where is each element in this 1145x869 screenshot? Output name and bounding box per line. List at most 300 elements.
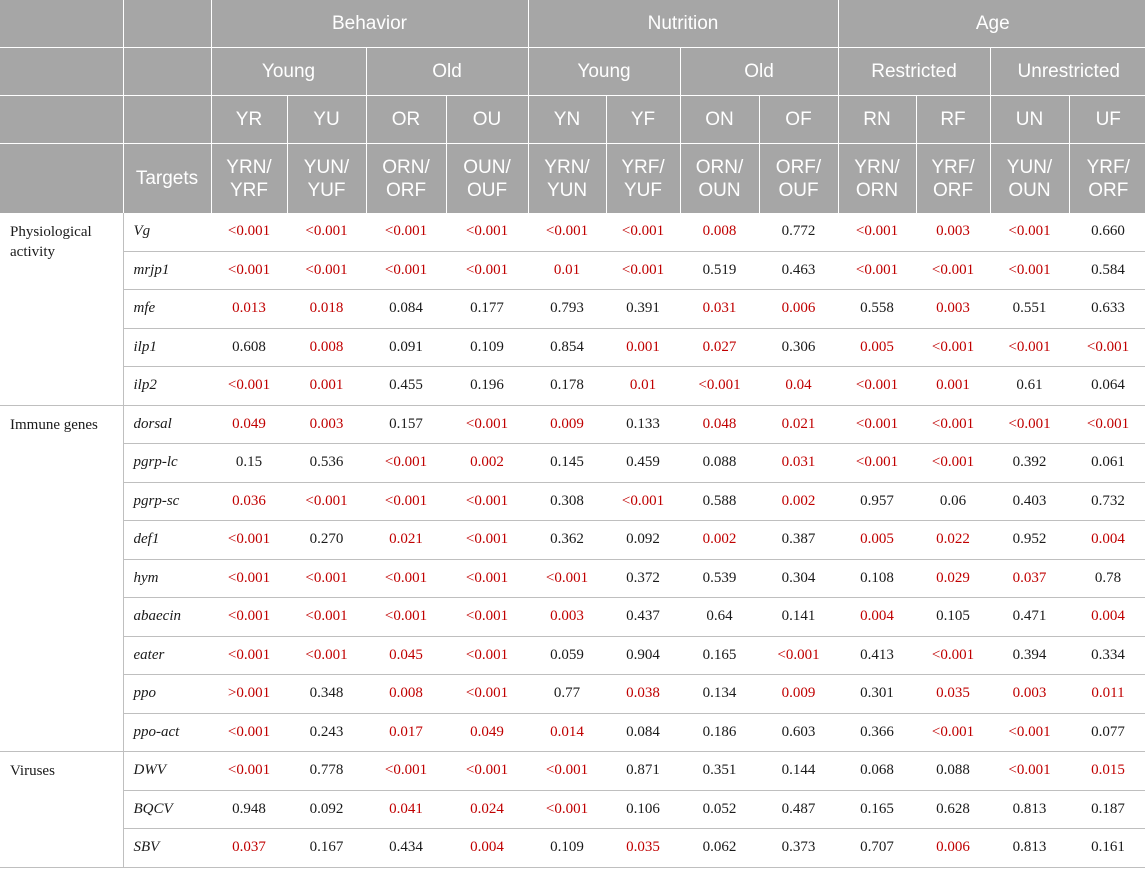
p-value-cell: <0.001 [211, 713, 287, 752]
p-value-cell: 0.243 [287, 713, 366, 752]
comparison-line-1: YUN/ [1006, 156, 1053, 178]
p-value-cell: <0.001 [366, 559, 446, 598]
p-value-cell: 0.001 [606, 328, 680, 367]
p-value-cell: <0.001 [990, 752, 1069, 791]
p-value-cell: <0.001 [1069, 328, 1145, 367]
comparison-line-2: YRF [230, 179, 268, 201]
p-value-cell: 0.732 [1069, 482, 1145, 521]
comparison-header [1069, 144, 1145, 214]
comparison-line-1: YRN/ [544, 156, 590, 178]
header-blank [0, 144, 123, 214]
p-value-cell: 0.091 [366, 328, 446, 367]
target-cell: DWV [123, 752, 211, 791]
p-value-cell: 0.064 [1069, 367, 1145, 406]
comparison-line-1: ORF/ [775, 156, 822, 178]
p-value-cell: 0.037 [990, 559, 1069, 598]
comparison-line-2: ORN [855, 179, 899, 201]
p-value-cell: 0.029 [916, 559, 990, 598]
p-value-cell: <0.001 [287, 251, 366, 290]
comparison-line-2: YUN [546, 179, 588, 201]
p-value-cell: 0.134 [680, 675, 759, 714]
comparison-line-2: ORF [385, 179, 427, 201]
table-row [0, 829, 1145, 868]
p-value-cell: 0.413 [838, 636, 916, 675]
comparison-header [680, 144, 759, 214]
p-value-cell: <0.001 [446, 521, 528, 560]
comparison-header [211, 144, 287, 214]
subgroup-header: Restricted [838, 48, 990, 96]
p-value-cell: 0.304 [759, 559, 838, 598]
table-row [0, 521, 1145, 560]
p-value-cell: <0.001 [446, 675, 528, 714]
p-value-cell: 0.003 [916, 290, 990, 329]
p-value-cell: 0.362 [528, 521, 606, 560]
comparison-line-2: OUN [1008, 179, 1051, 201]
comparison-line-2: OUF [466, 179, 508, 201]
table-row [0, 290, 1145, 329]
p-value-cell: 0.001 [287, 367, 366, 406]
header-blank [0, 96, 123, 144]
p-value-cell: <0.001 [759, 636, 838, 675]
p-value-cell: <0.001 [916, 636, 990, 675]
p-value-cell: 0.018 [287, 290, 366, 329]
p-value-cell: <0.001 [211, 251, 287, 290]
p-value-cell: 0.108 [838, 559, 916, 598]
target-cell: pgrp-sc [123, 482, 211, 521]
p-value-cell: 0.61 [990, 367, 1069, 406]
p-value-cell: 0.270 [287, 521, 366, 560]
p-value-cell: 0.707 [838, 829, 916, 868]
p-value-cell: 0.628 [916, 790, 990, 829]
p-value-cell: 0.551 [990, 290, 1069, 329]
p-value-cell: 0.009 [759, 675, 838, 714]
p-value-cell: <0.001 [366, 598, 446, 637]
p-value-cell: 0.106 [606, 790, 680, 829]
p-value-cell: <0.001 [606, 251, 680, 290]
p-value-cell: 0.001 [916, 367, 990, 406]
p-value-cell: 0.167 [287, 829, 366, 868]
group-header: Age [838, 0, 1145, 48]
p-value-cell: 0.387 [759, 521, 838, 560]
targets-header: Targets [123, 144, 211, 214]
p-value-cell: 0.088 [916, 752, 990, 791]
code-header: OF [759, 96, 838, 144]
p-value-cell: 0.813 [990, 829, 1069, 868]
p-value-cell: 0.144 [759, 752, 838, 791]
p-value-cell: 0.004 [1069, 598, 1145, 637]
subgroup-header: Young [528, 48, 680, 96]
p-value-cell: 0.145 [528, 444, 606, 483]
target-cell: eater [123, 636, 211, 675]
code-header: UN [990, 96, 1069, 144]
target-cell: mfe [123, 290, 211, 329]
comparison-line-1: YRN/ [854, 156, 900, 178]
table-row [0, 405, 1145, 444]
p-value-cell: 0.178 [528, 367, 606, 406]
category-cell: Viruses [0, 752, 123, 868]
p-value-cell: 0.301 [838, 675, 916, 714]
p-value-cell: 0.434 [366, 829, 446, 868]
p-value-cell: 0.006 [759, 290, 838, 329]
p-value-cell: <0.001 [990, 713, 1069, 752]
table-row [0, 752, 1145, 791]
p-value-cell: 0.165 [680, 636, 759, 675]
p-value-cell: <0.001 [838, 405, 916, 444]
p-value-cell: 0.558 [838, 290, 916, 329]
p-value-cell: 0.052 [680, 790, 759, 829]
table-row [0, 213, 1145, 251]
comparison-header [759, 144, 838, 214]
target-cell: pgrp-lc [123, 444, 211, 483]
p-value-cell: <0.001 [916, 328, 990, 367]
comparison-header [916, 144, 990, 214]
target-cell: ppo [123, 675, 211, 714]
p-value-cell: 0.002 [759, 482, 838, 521]
p-value-cell: <0.001 [211, 598, 287, 637]
p-value-cell: 0.084 [366, 290, 446, 329]
p-value-cell: 0.036 [211, 482, 287, 521]
p-value-cell: 0.01 [528, 251, 606, 290]
table-row [0, 598, 1145, 637]
p-value-cell: <0.001 [528, 752, 606, 791]
p-value-cell: 0.133 [606, 405, 680, 444]
target-cell: BQCV [123, 790, 211, 829]
subgroup-header: Young [211, 48, 366, 96]
p-value-cell: 0.392 [990, 444, 1069, 483]
category-cell: Physiological activity [0, 213, 123, 405]
comparison-line-2: OUN [698, 179, 741, 201]
p-value-cell: <0.001 [838, 367, 916, 406]
table-row [0, 713, 1145, 752]
p-value-cell: 0.048 [680, 405, 759, 444]
comparison-header [990, 144, 1069, 214]
p-value-cell: 0.003 [990, 675, 1069, 714]
p-value-cell: <0.001 [990, 328, 1069, 367]
p-value-cell: 0.092 [287, 790, 366, 829]
p-value-cell: <0.001 [211, 367, 287, 406]
p-value-cell: 0.017 [366, 713, 446, 752]
code-header: YR [211, 96, 287, 144]
target-cell: ilp2 [123, 367, 211, 406]
p-value-cell: <0.001 [211, 559, 287, 598]
p-value-cell: 0.109 [446, 328, 528, 367]
p-value-cell: <0.001 [446, 559, 528, 598]
table-row [0, 482, 1145, 521]
code-header: YF [606, 96, 680, 144]
p-value-cell: 0.061 [1069, 444, 1145, 483]
p-value-cell: 0.459 [606, 444, 680, 483]
table-body [0, 213, 1145, 867]
p-value-cell: 0.373 [759, 829, 838, 868]
p-value-cell: <0.001 [446, 213, 528, 251]
target-cell: def1 [123, 521, 211, 560]
p-value-cell: 0.006 [916, 829, 990, 868]
comparison-line-2: OUF [778, 179, 819, 201]
p-value-cell: 0.045 [366, 636, 446, 675]
table-header [0, 0, 1145, 213]
p-value-cell: 0.487 [759, 790, 838, 829]
p-value-cell: <0.001 [990, 251, 1069, 290]
comparison-line-1: YUN/ [303, 156, 350, 178]
header-blank [123, 0, 211, 48]
p-value-cell: 0.187 [1069, 790, 1145, 829]
target-cell: mrjp1 [123, 251, 211, 290]
p-value-cell: 0.519 [680, 251, 759, 290]
p-value-cell: 0.01 [606, 367, 680, 406]
p-value-cell: 0.948 [211, 790, 287, 829]
p-value-cell: 0.78 [1069, 559, 1145, 598]
p-value-cell: 0.035 [916, 675, 990, 714]
p-value-cell: 0.539 [680, 559, 759, 598]
p-value-cell: 0.157 [366, 405, 446, 444]
p-value-cell: 0.021 [366, 521, 446, 560]
p-value-cell: <0.001 [287, 482, 366, 521]
p-value-cell: 0.009 [528, 405, 606, 444]
p-value-cell: 0.037 [211, 829, 287, 868]
p-value-cell: <0.001 [287, 559, 366, 598]
p-value-cell: 0.952 [990, 521, 1069, 560]
p-value-cell: <0.001 [606, 482, 680, 521]
table-row [0, 790, 1145, 829]
p-value-cell: 0.105 [916, 598, 990, 637]
p-value-cell: 0.004 [446, 829, 528, 868]
table-row [0, 636, 1145, 675]
table-row [0, 367, 1145, 406]
p-value-cell: 0.778 [287, 752, 366, 791]
p-value-cell: <0.001 [287, 213, 366, 251]
p-value-cell: 0.003 [916, 213, 990, 251]
p-value-cell: 0.391 [606, 290, 680, 329]
p-value-cell: <0.001 [446, 405, 528, 444]
comparison-header [838, 144, 916, 214]
p-value-cell: 0.004 [1069, 521, 1145, 560]
p-value-cell: 0.013 [211, 290, 287, 329]
p-value-cell: 0.196 [446, 367, 528, 406]
target-cell: hym [123, 559, 211, 598]
p-value-cell: <0.001 [606, 213, 680, 251]
target-cell: abaecin [123, 598, 211, 637]
p-value-cell: 0.031 [759, 444, 838, 483]
p-value-cell: <0.001 [446, 636, 528, 675]
p-value-cell: 0.049 [446, 713, 528, 752]
p-value-cell: 0.031 [680, 290, 759, 329]
comparison-line-2: ORF [932, 179, 974, 201]
p-value-cell: 0.008 [287, 328, 366, 367]
target-cell: ppo-act [123, 713, 211, 752]
p-value-cell: <0.001 [366, 482, 446, 521]
p-value-cell: 0.109 [528, 829, 606, 868]
target-cell: dorsal [123, 405, 211, 444]
code-header: YU [287, 96, 366, 144]
header-blank [123, 48, 211, 96]
comparison-line-1: YRN/ [226, 156, 272, 178]
p-value-cell: <0.001 [838, 251, 916, 290]
p-value-cell: 0.306 [759, 328, 838, 367]
code-header: YN [528, 96, 606, 144]
p-value-cell: 0.348 [287, 675, 366, 714]
p-value-cell: 0.141 [759, 598, 838, 637]
subgroup-header: Old [366, 48, 528, 96]
p-value-cell: <0.001 [990, 213, 1069, 251]
p-value-cell: 0.588 [680, 482, 759, 521]
p-value-cell: 0.015 [1069, 752, 1145, 791]
p-value-cell: 0.161 [1069, 829, 1145, 868]
code-header: RF [916, 96, 990, 144]
p-value-cell: 0.059 [528, 636, 606, 675]
comparison-header [287, 144, 366, 214]
table-row [0, 251, 1145, 290]
p-value-cell: 0.003 [528, 598, 606, 637]
p-value-cell: 0.403 [990, 482, 1069, 521]
group-header: Behavior [211, 0, 528, 48]
p-value-cell: 0.024 [446, 790, 528, 829]
comparison-line-1: ORN/ [382, 156, 430, 178]
p-value-cell: 0.092 [606, 521, 680, 560]
p-value-cell: <0.001 [366, 444, 446, 483]
p-value-cell: <0.001 [366, 752, 446, 791]
p-value-cell: 0.660 [1069, 213, 1145, 251]
comparison-line-1: ORN/ [695, 156, 744, 178]
p-value-cell: <0.001 [916, 444, 990, 483]
header-blank [0, 0, 123, 48]
p-value-cell: <0.001 [211, 213, 287, 251]
p-value-cell: 0.186 [680, 713, 759, 752]
p-value-cell: <0.001 [366, 251, 446, 290]
comparison-line-1: OUN/ [463, 156, 511, 178]
p-value-cell: <0.001 [211, 636, 287, 675]
comparison-header [528, 144, 606, 214]
p-value-cell: <0.001 [446, 251, 528, 290]
p-value-cell: 0.536 [287, 444, 366, 483]
p-value-cell: 0.455 [366, 367, 446, 406]
subgroup-header: Old [680, 48, 838, 96]
p-value-cell: 0.004 [838, 598, 916, 637]
p-value-cell: <0.001 [287, 598, 366, 637]
p-value-cell: 0.165 [838, 790, 916, 829]
p-value-cell: 0.394 [990, 636, 1069, 675]
p-value-cell: <0.001 [1069, 405, 1145, 444]
p-value-cell: 0.084 [606, 713, 680, 752]
p-value-cell: 0.011 [1069, 675, 1145, 714]
p-value-cell: 0.772 [759, 213, 838, 251]
p-value-cell: 0.64 [680, 598, 759, 637]
p-value-cell: 0.049 [211, 405, 287, 444]
p-value-cell: <0.001 [446, 752, 528, 791]
p-value-cell: <0.001 [211, 752, 287, 791]
p-value-cell: 0.177 [446, 290, 528, 329]
p-value-cell: 0.463 [759, 251, 838, 290]
p-value-cell: 0.871 [606, 752, 680, 791]
p-value-cell: <0.001 [528, 559, 606, 598]
p-value-cell: 0.041 [366, 790, 446, 829]
p-value-cell: <0.001 [211, 521, 287, 560]
p-value-cell: 0.904 [606, 636, 680, 675]
p-value-cell: 0.005 [838, 521, 916, 560]
comparison-line-2: YUF [624, 179, 662, 201]
comparison-header [446, 144, 528, 214]
p-value-cell: 0.334 [1069, 636, 1145, 675]
p-value-cell: <0.001 [446, 598, 528, 637]
table-row [0, 328, 1145, 367]
p-value-cell: 0.366 [838, 713, 916, 752]
comparison-line-1: YRF/ [931, 156, 975, 178]
p-value-cell: 0.014 [528, 713, 606, 752]
p-value-cell: 0.04 [759, 367, 838, 406]
p-value-cell: <0.001 [446, 482, 528, 521]
header-blank [123, 96, 211, 144]
p-value-cell: 0.005 [838, 328, 916, 367]
p-value-cell: <0.001 [528, 213, 606, 251]
p-value-cell: <0.001 [990, 405, 1069, 444]
p-value-cell: 0.471 [990, 598, 1069, 637]
p-value-cell: 0.002 [446, 444, 528, 483]
target-cell: SBV [123, 829, 211, 868]
p-value-cell: 0.437 [606, 598, 680, 637]
p-value-cell: 0.035 [606, 829, 680, 868]
target-cell: Vg [123, 213, 211, 251]
p-value-cell: 0.854 [528, 328, 606, 367]
subgroup-header: Unrestricted [990, 48, 1145, 96]
p-value-cell: 0.608 [211, 328, 287, 367]
p-value-cell: <0.001 [680, 367, 759, 406]
comparison-header [366, 144, 446, 214]
comparison-line-1: YRF/ [621, 156, 665, 178]
p-value-cell: 0.957 [838, 482, 916, 521]
group-header: Nutrition [528, 0, 838, 48]
p-value-cell: <0.001 [838, 444, 916, 483]
p-value-cell: 0.06 [916, 482, 990, 521]
p-value-cell: >0.001 [211, 675, 287, 714]
p-value-cell: <0.001 [528, 790, 606, 829]
p-value-cell: 0.008 [680, 213, 759, 251]
p-value-cell: 0.584 [1069, 251, 1145, 290]
p-value-cell: 0.351 [680, 752, 759, 791]
table-row [0, 675, 1145, 714]
p-value-cell: 0.793 [528, 290, 606, 329]
p-value-cell: <0.001 [287, 636, 366, 675]
p-value-cell: <0.001 [916, 251, 990, 290]
p-value-cell: 0.021 [759, 405, 838, 444]
p-value-cell: 0.372 [606, 559, 680, 598]
code-header: ON [680, 96, 759, 144]
p-value-cell: 0.008 [366, 675, 446, 714]
target-cell: ilp1 [123, 328, 211, 367]
p-value-cell: <0.001 [916, 405, 990, 444]
table-row [0, 559, 1145, 598]
header-blank [0, 48, 123, 96]
p-value-cell: 0.068 [838, 752, 916, 791]
p-value-cell: 0.002 [680, 521, 759, 560]
p-value-cell: <0.001 [838, 213, 916, 251]
p-value-cell: 0.022 [916, 521, 990, 560]
p-value-cell: 0.088 [680, 444, 759, 483]
comparison-line-2: ORF [1088, 179, 1129, 201]
p-value-cell: 0.15 [211, 444, 287, 483]
p-value-cell: 0.062 [680, 829, 759, 868]
p-value-cell: <0.001 [916, 713, 990, 752]
comparison-line-1: YRF/ [1086, 156, 1130, 178]
p-value-cell: 0.77 [528, 675, 606, 714]
p-value-cell: 0.813 [990, 790, 1069, 829]
p-value-cell: 0.308 [528, 482, 606, 521]
code-header: OU [446, 96, 528, 144]
p-value-cell: 0.038 [606, 675, 680, 714]
category-cell: Immune genes [0, 405, 123, 752]
p-value-cell: 0.077 [1069, 713, 1145, 752]
code-header: RN [838, 96, 916, 144]
comparison-header [606, 144, 680, 214]
p-value-cell: 0.027 [680, 328, 759, 367]
